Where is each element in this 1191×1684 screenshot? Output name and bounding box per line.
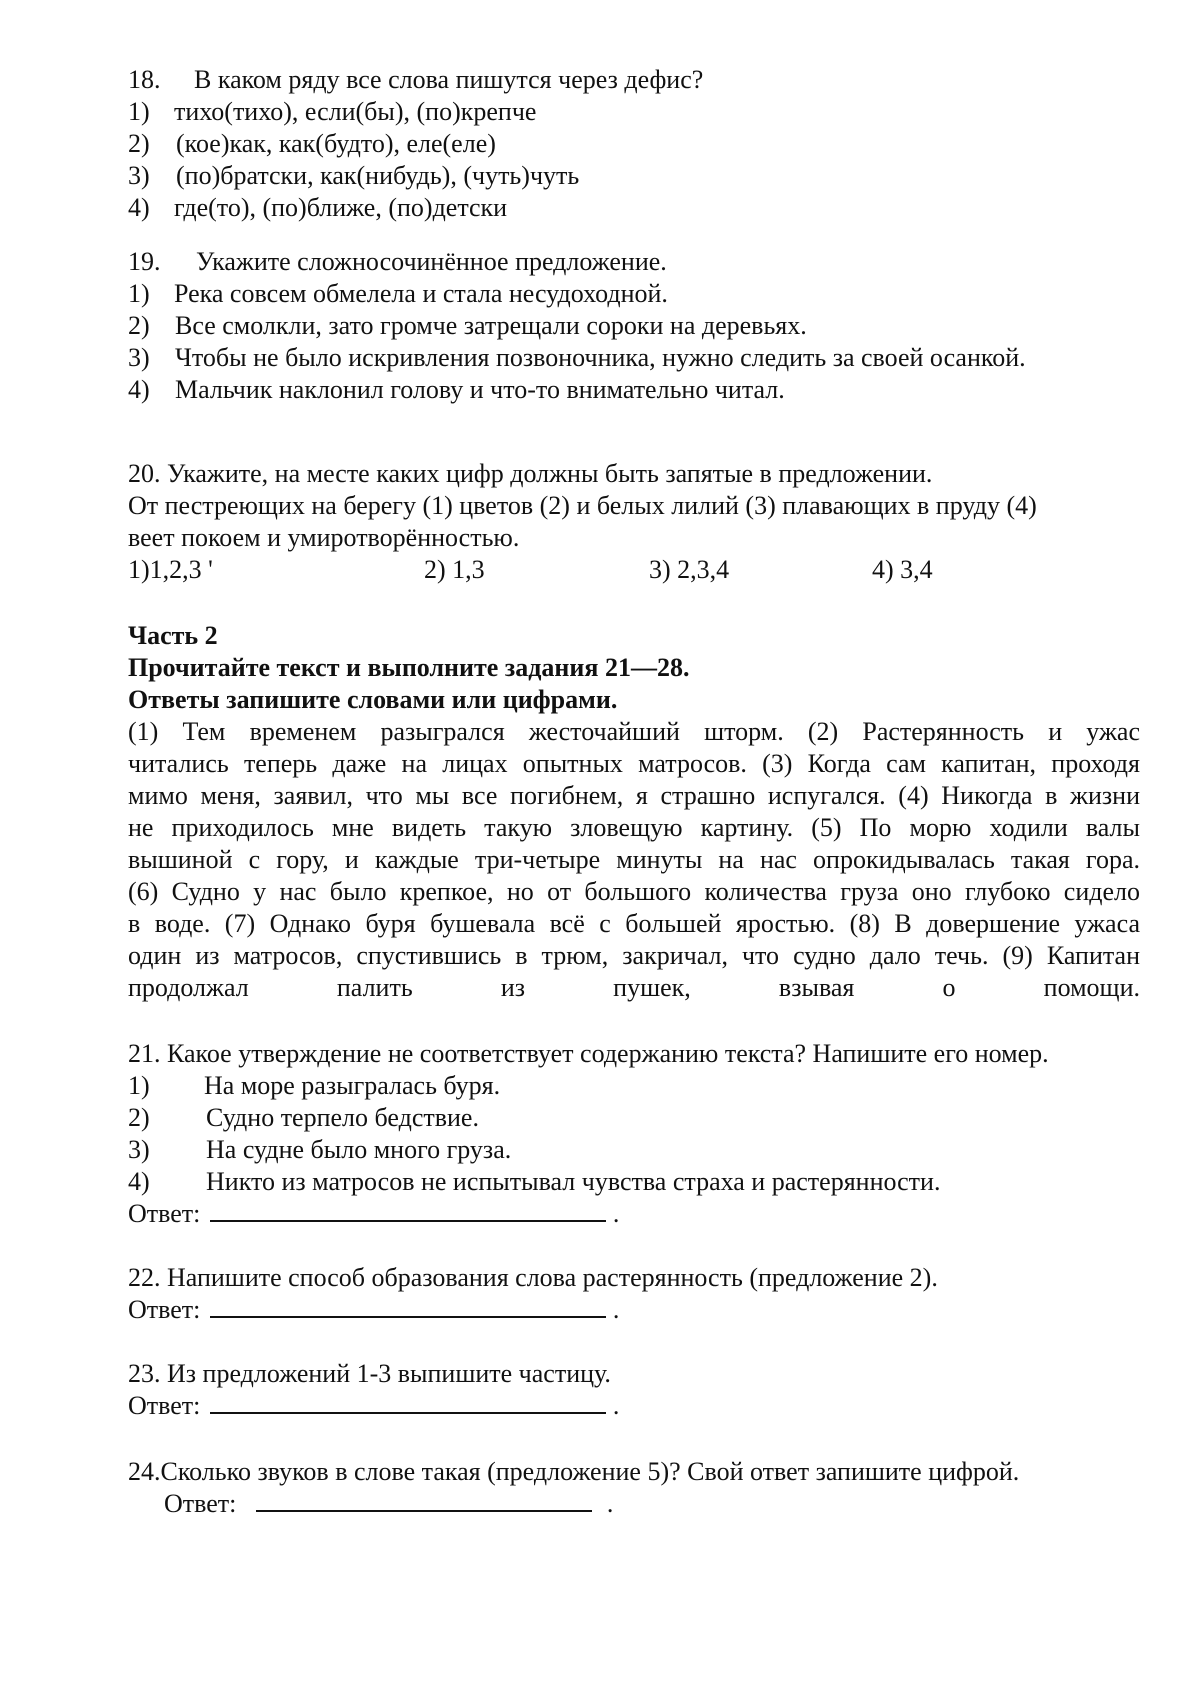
- answer-label: Ответ:: [128, 1295, 201, 1324]
- text-line: (6) Судно у нас было крепкое, но от большого количества груза оно глубоко сидело: [128, 877, 1140, 906]
- question-18-option-3: [128, 160, 1140, 192]
- question-22: [128, 1262, 1140, 1326]
- answer-blank[interactable]: [210, 1198, 606, 1222]
- question-21: [128, 1038, 1140, 1230]
- question-19: [128, 246, 1140, 406]
- question-21-option-4: [128, 1166, 1140, 1198]
- option-text: тихо(тихо), если(бы), (по)крепче: [174, 97, 537, 126]
- question-18-number: 18.: [128, 65, 161, 94]
- question-19-option-2: [128, 310, 1140, 342]
- question-23-answer: [128, 1390, 1140, 1422]
- option-number: 3): [128, 1135, 150, 1164]
- question-21-answer: [128, 1198, 1140, 1230]
- answer-blank[interactable]: [210, 1390, 606, 1414]
- answer-end: .: [612, 1295, 620, 1324]
- text-line: не приходилось мне видеть такую зловещую картину. (5) По морю ходили валы: [128, 813, 1140, 842]
- option-text: Никто из матросов не испытывал чувства страха и растерянности.: [206, 1167, 941, 1196]
- question-24: [128, 1456, 1140, 1520]
- text-line: читались теперь даже на лицах опытных матросов. (3) Когда сам капитан, проходя: [128, 749, 1140, 778]
- question-19-option-3: [128, 342, 1140, 374]
- question-20-option-2: 2) 1,3: [424, 555, 485, 584]
- text-line: в воде. (7) Однако буря бушевала всё с большей яростью. (8) В довершение ужаса: [128, 909, 1140, 938]
- question-18-option-2: [128, 128, 1140, 160]
- question-21-option-1: [128, 1070, 1140, 1102]
- option-number: 4): [128, 375, 150, 404]
- question-21-text: 21. Какое утверждение не соответствует содержанию текста? Напишите его номер.: [128, 1039, 1049, 1068]
- answer-label: Ответ:: [128, 1391, 201, 1420]
- question-19-number: 19.: [128, 247, 161, 276]
- question-20-options: [128, 554, 1140, 586]
- answer-end: .: [612, 1199, 620, 1228]
- question-22-answer: [128, 1294, 1140, 1326]
- answer-end: .: [606, 1489, 614, 1518]
- option-number: 2): [128, 1103, 150, 1132]
- text-line: мимо меня, заявил, что мы все погибнем, я страшно испугался. (4) Никогда в жизни: [128, 781, 1140, 810]
- question-19-header: [128, 246, 1140, 278]
- question-20-sentence-line-2: веет покоем и умиротворённостью.: [128, 523, 520, 552]
- question-20-option-3: 3) 2,3,4: [649, 555, 730, 584]
- option-text: Судно терпело бедствие.: [206, 1103, 479, 1132]
- question-18: [128, 64, 1140, 224]
- option-text: На море разыгралась буря.: [204, 1071, 501, 1100]
- option-text: Чтобы не было искривления позвоночника, нужно следить за своей осанкой.: [175, 343, 1026, 372]
- question-21-option-2: [128, 1102, 1140, 1134]
- question-23-text: 23. Из предложений 1-3 выпишите частицу.: [128, 1359, 611, 1388]
- answer-blank[interactable]: [210, 1294, 606, 1318]
- option-number: 1): [128, 97, 150, 126]
- question-20: [128, 458, 1140, 586]
- question-19-text: Укажите сложносочинённое предложение.: [196, 247, 667, 276]
- option-text: На судне было много груза.: [206, 1135, 512, 1164]
- option-text: (кое)как, как(будто), еле(еле): [176, 129, 496, 158]
- part-2-instruction-2: Ответы запишите словами или цифрами.: [128, 685, 618, 714]
- question-18-option-4: [128, 192, 1140, 224]
- option-text: Мальчик наклонил голову и что-то внимательно читал.: [175, 375, 785, 404]
- question-18-header: [128, 64, 1140, 96]
- part-2-instruction-1: Прочитайте текст и выполните задания 21—28.: [128, 653, 690, 682]
- part-2-text: [128, 716, 1140, 1004]
- part-2-title: Часть 2: [128, 621, 218, 650]
- answer-blank[interactable]: [256, 1488, 592, 1512]
- text-line: один из матросов, спустившись в трюм, закричал, что судно дало течь. (9) Капитан: [128, 941, 1140, 970]
- option-text: (по)братски, как(нибудь), (чуть)чуть: [176, 161, 580, 190]
- question-18-text: В каком ряду все слова пишутся через дефис?: [194, 65, 704, 94]
- text-line: вышиной с гору, и каждые три-четыре минуты на нас опрокидывалась такая гора.: [128, 845, 1140, 874]
- option-number: 4): [128, 1167, 150, 1196]
- answer-label: Ответ:: [164, 1489, 237, 1518]
- question-21-option-3: [128, 1134, 1140, 1166]
- option-number: 2): [128, 129, 150, 158]
- question-18-option-1: [128, 96, 1140, 128]
- option-text: где(то), (по)ближе, (по)детски: [174, 193, 508, 222]
- text-line: продолжал палить из пушек, взывая о помощи.: [128, 973, 1140, 1002]
- answer-end: .: [612, 1391, 620, 1420]
- question-20-sentence-line-1: От пестреющих на берегу (1) цветов (2) и белых лилий (3) плавающих в пруду (4): [128, 491, 1037, 520]
- option-number: 3): [128, 343, 150, 372]
- option-text: Все смолкли, зато громче затрещали сороки на деревьях.: [175, 311, 807, 340]
- question-20-text: 20. Укажите, на месте каких цифр должны быть запятые в предложении.: [128, 459, 933, 488]
- question-20-option-1: 1)1,2,3 ': [128, 555, 213, 584]
- question-23: [128, 1358, 1140, 1422]
- part-2: [128, 620, 1140, 1004]
- option-number: 4): [128, 193, 150, 222]
- question-24-answer: [128, 1488, 1140, 1520]
- option-text: Река совсем обмелела и стала несудоходной.: [174, 279, 668, 308]
- question-19-option-1: [128, 278, 1140, 310]
- question-20-option-4: 4) 3,4: [872, 555, 933, 584]
- option-number: 3): [128, 161, 150, 190]
- question-24-text: 24.Сколько звуков в слове такая (предложение 5)? Свой ответ запишите цифрой.: [128, 1457, 1020, 1486]
- answer-label: Ответ:: [128, 1199, 201, 1228]
- question-22-text: 22. Напишите способ образования слова растерянность (предложение 2).: [128, 1263, 938, 1292]
- option-number: 1): [128, 1071, 150, 1100]
- question-19-option-4: [128, 374, 1140, 406]
- text-line: (1) Тем временем разыгрался жесточайший шторм. (2) Растерянность и ужас: [128, 717, 1140, 746]
- option-number: 1): [128, 279, 150, 308]
- option-number: 2): [128, 311, 150, 340]
